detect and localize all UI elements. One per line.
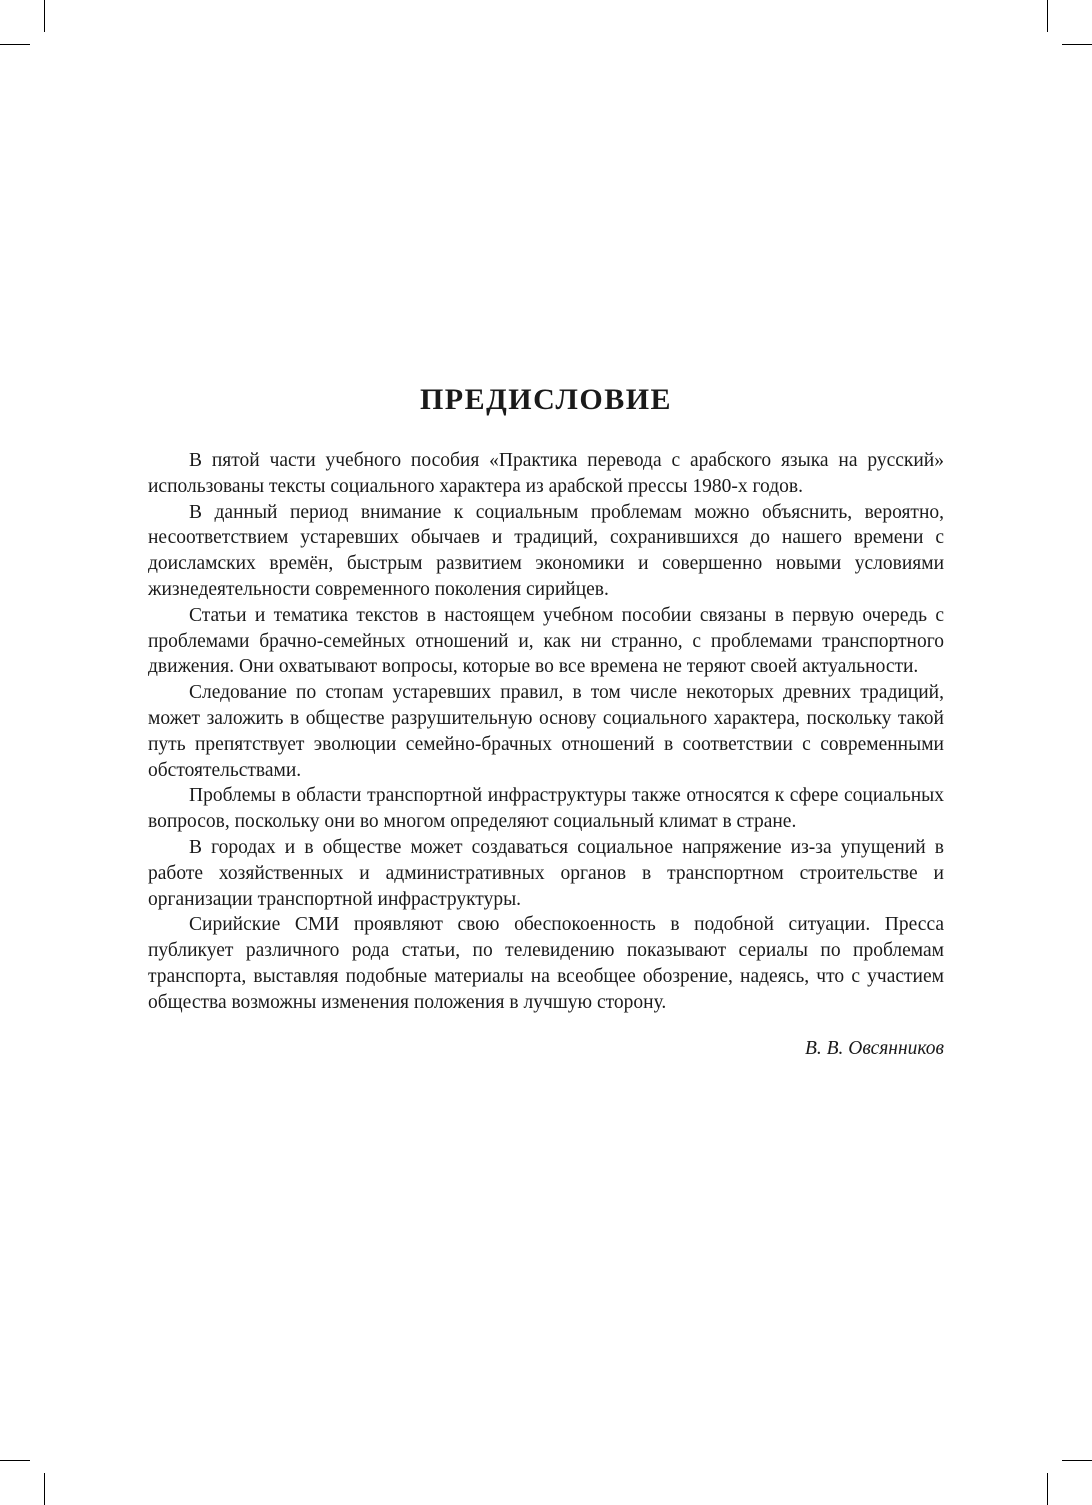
crop-mark-bottom-left-h [0, 1460, 30, 1461]
author-signature: В. В. Овсянников [804, 1037, 944, 1059]
crop-mark-top-right-h [1062, 44, 1092, 45]
crop-mark-bottom-left-v [44, 1473, 45, 1505]
preface-paragraph-5: Проблемы в области транспортной инфраструктуры также относятся к сфере социальных вопросов, поскольку они во многом определяют социальный климат в стране. [148, 785, 944, 833]
preface-paragraph-3: Статьи и тематика текстов в настоящем учебном пособии связаны в первую очередь с проблемами брачно-семейных отношений и, как ни странно, с проблемами транспортного движения. Они охватывают вопросы, которые во все времена не теряют своей актуальности. [148, 604, 944, 678]
page-title: ПРЕДИСЛОВИЕ [419, 383, 673, 416]
crop-mark-bottom-right-h [1062, 1460, 1092, 1461]
preface-paragraph-4: Следование по стопам устаревших правил, в том числе некоторых древних традиций, может заложить в обществе разрушительную основу социального характера, поскольку такой путь препятствует эволюции семейно-брачных отношений в соответствии с современными обстоятельствами. [148, 682, 944, 781]
crop-mark-bottom-right-v [1047, 1473, 1048, 1505]
preface-content [148, 380, 944, 1060]
crop-mark-top-left-h [0, 44, 30, 45]
preface-paragraph-7: Сирийские СМИ проявляют свою обеспокоенность в подобной ситуации. Пресса публикует различного рода статьи, по телевидению показывают сериалы по проблемам транспорта, выставляя подобные материалы на всеобщее обозрение, надеясь, что с участием общества возможны изменения положения в лучшую сторону. [148, 914, 944, 1013]
preface-paragraph-6: В городах и в обществе может создаваться социальное напряжение из-за упущений в работе хозяйственных и административных органов в транспортном строительстве и организации транспортной инфраструктуры. [148, 836, 944, 910]
preface-paragraph-1: В пятой части учебного пособия «Практика перевода с арабского языка на русский» использованы тексты социального характера из арабской прессы 1980-х годов. [148, 450, 944, 497]
crop-mark-top-right-v [1047, 0, 1048, 32]
preface-paragraph-2: В данный период внимание к социальным проблемам можно объяснить, вероятно, несоответствием устаревших обычаев и традиций, сохранившихся до нашего времени с доисламских времён, быстрым развитием экономики и совершенно новыми условиями жизнедеятельности современного поколения сирийцев. [148, 501, 944, 600]
crop-mark-top-left-v [44, 0, 45, 32]
